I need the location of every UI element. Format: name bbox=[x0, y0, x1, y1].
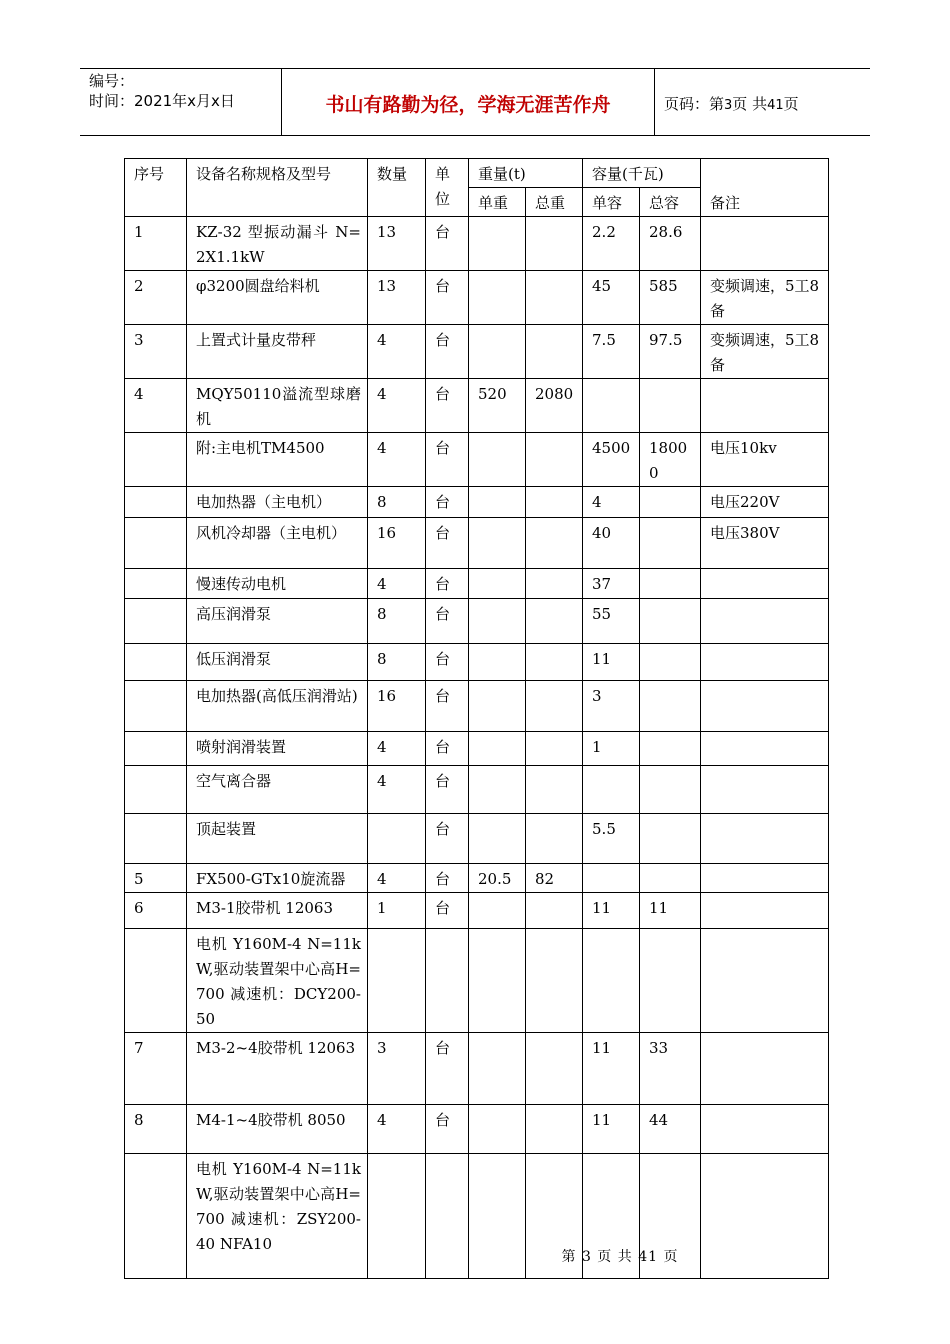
table-row bbox=[125, 732, 829, 766]
cell-seq: 2 bbox=[125, 271, 187, 325]
cell-total-weight bbox=[526, 569, 583, 599]
cell-total-capacity bbox=[640, 599, 701, 644]
cell-name: 慢速传动电机 bbox=[187, 569, 368, 599]
cell-total-capacity bbox=[640, 814, 701, 864]
cell-qty: 4 bbox=[368, 569, 426, 599]
cell-unit: 台 bbox=[426, 599, 469, 644]
cell-seq bbox=[125, 599, 187, 644]
cell-name: 电机 Y160M-4 N=11kW,驱动装置架中心高H=700 减速机：DCY200-50 bbox=[187, 929, 368, 1033]
table-row bbox=[125, 1033, 829, 1105]
page-footer: 第 3 页 共 41 页 bbox=[561, 1249, 679, 1265]
cell-seq bbox=[125, 433, 187, 487]
table-row bbox=[125, 379, 829, 433]
cell-unit-weight bbox=[469, 766, 526, 814]
cell-unit: 台 bbox=[426, 814, 469, 864]
page-prefix: 页码：第 bbox=[664, 95, 725, 113]
cell-unit-capacity: 37 bbox=[583, 569, 640, 599]
header-page-indicator bbox=[664, 93, 799, 114]
cell-total-weight bbox=[526, 893, 583, 929]
table-row bbox=[125, 325, 829, 379]
header-remark: 备注 bbox=[701, 159, 829, 217]
cell-qty: 16 bbox=[368, 518, 426, 569]
cell-unit-capacity: 2.2 bbox=[583, 217, 640, 271]
cell-unit-capacity: 7.5 bbox=[583, 325, 640, 379]
cell-name: M3-1胶带机 12063 bbox=[187, 893, 368, 929]
cell-total-weight bbox=[526, 433, 583, 487]
cell-unit: 台 bbox=[426, 433, 469, 487]
table-row bbox=[125, 217, 829, 271]
cell-seq: 4 bbox=[125, 379, 187, 433]
cell-unit: 台 bbox=[426, 379, 469, 433]
table-row bbox=[125, 1105, 829, 1154]
cell-remark bbox=[701, 379, 829, 433]
cell-unit: 台 bbox=[426, 1105, 469, 1154]
cell-unit-capacity: 11 bbox=[583, 893, 640, 929]
cell-seq bbox=[125, 732, 187, 766]
cell-total-capacity: 28.6 bbox=[640, 217, 701, 271]
cell-remark: 变频调速，5工8备 bbox=[701, 271, 829, 325]
table-header bbox=[125, 159, 829, 217]
cell-unit-capacity bbox=[583, 929, 640, 1033]
page-number: 3 bbox=[724, 98, 733, 113]
cell-unit: 台 bbox=[426, 644, 469, 681]
cell-remark bbox=[701, 814, 829, 864]
cell-total-weight bbox=[526, 732, 583, 766]
cell-total-capacity bbox=[640, 732, 701, 766]
table-row bbox=[125, 644, 829, 681]
cell-seq: 7 bbox=[125, 1033, 187, 1105]
cell-qty: 4 bbox=[368, 864, 426, 893]
cell-name: KZ-32 型振动漏斗 N=2X1.1kW bbox=[187, 217, 368, 271]
cell-seq: 6 bbox=[125, 893, 187, 929]
cell-unit-weight: 20.5 bbox=[469, 864, 526, 893]
cell-seq: 3 bbox=[125, 325, 187, 379]
cell-unit-weight bbox=[469, 325, 526, 379]
cell-unit: 台 bbox=[426, 732, 469, 766]
cell-total-weight bbox=[526, 271, 583, 325]
cell-seq bbox=[125, 569, 187, 599]
header-unit: 单位 bbox=[426, 159, 469, 217]
cell-remark bbox=[701, 569, 829, 599]
serial-label: 编号： bbox=[89, 72, 135, 90]
cell-total-capacity bbox=[640, 766, 701, 814]
cell-name: 空气离合器 bbox=[187, 766, 368, 814]
header-bottom-rule bbox=[80, 135, 870, 136]
cell-total-weight bbox=[526, 929, 583, 1033]
cell-remark bbox=[701, 766, 829, 814]
cell-name: 喷射润滑装置 bbox=[187, 732, 368, 766]
cell-unit-capacity bbox=[583, 379, 640, 433]
table-row bbox=[125, 518, 829, 569]
cell-seq bbox=[125, 681, 187, 732]
cell-total-capacity bbox=[640, 569, 701, 599]
header-seq: 序号 bbox=[125, 159, 187, 217]
header-divider-right bbox=[654, 68, 655, 136]
cell-total-capacity bbox=[640, 864, 701, 893]
table-row bbox=[125, 929, 829, 1033]
cell-total-weight bbox=[526, 599, 583, 644]
cell-name: M4-1~4胶带机 8050 bbox=[187, 1105, 368, 1154]
cell-name: 电加热器（主电机） bbox=[187, 487, 368, 518]
cell-qty bbox=[368, 814, 426, 864]
cell-unit: 台 bbox=[426, 487, 469, 518]
cell-remark bbox=[701, 1033, 829, 1105]
page-mid: 页 共 bbox=[732, 95, 768, 113]
table-row bbox=[125, 487, 829, 518]
cell-unit-weight bbox=[469, 433, 526, 487]
cell-total-weight bbox=[526, 766, 583, 814]
time-label: 时间：2021年x月x日 bbox=[89, 92, 235, 110]
cell-remark bbox=[701, 929, 829, 1033]
header-weight: 重量(t) bbox=[469, 159, 583, 188]
cell-remark bbox=[701, 681, 829, 732]
header-name: 设备名称规格及型号 bbox=[187, 159, 368, 217]
cell-remark bbox=[701, 644, 829, 681]
cell-total-weight bbox=[526, 1105, 583, 1154]
table-row bbox=[125, 893, 829, 929]
table-row bbox=[125, 681, 829, 732]
cell-qty: 4 bbox=[368, 433, 426, 487]
cell-name: 电机 Y160M-4 N=11kW,驱动装置架中心高H=700 减速机：ZSY200-40 NFA10 bbox=[187, 1154, 368, 1279]
cell-name: 顶起装置 bbox=[187, 814, 368, 864]
cell-unit: 台 bbox=[426, 766, 469, 814]
cell-qty: 4 bbox=[368, 325, 426, 379]
cell-qty: 13 bbox=[368, 271, 426, 325]
cell-remark bbox=[701, 217, 829, 271]
cell-qty: 3 bbox=[368, 1033, 426, 1105]
cell-unit-weight bbox=[469, 644, 526, 681]
cell-seq: 5 bbox=[125, 864, 187, 893]
table-row bbox=[125, 569, 829, 599]
table-row bbox=[125, 599, 829, 644]
cell-unit-weight bbox=[469, 1105, 526, 1154]
cell-total-capacity bbox=[640, 681, 701, 732]
cell-qty: 8 bbox=[368, 599, 426, 644]
cell-name: 低压润滑泵 bbox=[187, 644, 368, 681]
cell-total-weight bbox=[526, 217, 583, 271]
header-capacity: 容量(千瓦) bbox=[583, 159, 701, 188]
cell-unit-weight bbox=[469, 569, 526, 599]
table-row bbox=[125, 814, 829, 864]
cell-total-weight bbox=[526, 814, 583, 864]
cell-remark bbox=[701, 864, 829, 893]
cell-qty: 16 bbox=[368, 681, 426, 732]
cell-unit-capacity: 5.5 bbox=[583, 814, 640, 864]
cell-name: 高压润滑泵 bbox=[187, 599, 368, 644]
cell-remark: 电压220V bbox=[701, 487, 829, 518]
header-unit-capacity: 单容 bbox=[583, 188, 640, 217]
cell-unit-weight bbox=[469, 893, 526, 929]
cell-seq bbox=[125, 766, 187, 814]
table-row bbox=[125, 766, 829, 814]
cell-unit-weight bbox=[469, 929, 526, 1033]
cell-unit-capacity: 11 bbox=[583, 644, 640, 681]
cell-unit: 台 bbox=[426, 1033, 469, 1105]
cell-unit-capacity bbox=[583, 766, 640, 814]
cell-name: 风机冷却器（主电机） bbox=[187, 518, 368, 569]
cell-remark bbox=[701, 1105, 829, 1154]
cell-seq: 1 bbox=[125, 217, 187, 271]
cell-name: FX500-GTx10旋流器 bbox=[187, 864, 368, 893]
cell-unit-weight bbox=[469, 217, 526, 271]
cell-seq: 8 bbox=[125, 1105, 187, 1154]
cell-remark bbox=[701, 732, 829, 766]
table-body bbox=[125, 217, 829, 1279]
cell-total-weight bbox=[526, 487, 583, 518]
cell-total-capacity: 44 bbox=[640, 1105, 701, 1154]
cell-total-capacity: 33 bbox=[640, 1033, 701, 1105]
cell-unit-capacity: 11 bbox=[583, 1033, 640, 1105]
cell-unit: 台 bbox=[426, 271, 469, 325]
cell-unit-weight bbox=[469, 732, 526, 766]
cell-unit-weight bbox=[469, 271, 526, 325]
cell-remark bbox=[701, 893, 829, 929]
cell-unit-weight bbox=[469, 518, 526, 569]
cell-seq bbox=[125, 518, 187, 569]
cell-seq bbox=[125, 929, 187, 1033]
cell-unit-weight bbox=[469, 681, 526, 732]
cell-name: φ3200圆盘给料机 bbox=[187, 271, 368, 325]
header-unit-weight: 单重 bbox=[469, 188, 526, 217]
cell-remark bbox=[701, 599, 829, 644]
cell-unit-weight bbox=[469, 814, 526, 864]
cell-total-weight bbox=[526, 325, 583, 379]
cell-unit: 台 bbox=[426, 681, 469, 732]
cell-qty: 4 bbox=[368, 732, 426, 766]
equipment-table bbox=[124, 158, 829, 1279]
cell-total-weight: 82 bbox=[526, 864, 583, 893]
header-total-capacity: 总容 bbox=[640, 188, 701, 217]
header-total-weight: 总重 bbox=[526, 188, 583, 217]
table-row bbox=[125, 864, 829, 893]
cell-qty: 8 bbox=[368, 644, 426, 681]
cell-remark: 电压380V bbox=[701, 518, 829, 569]
cell-unit-capacity: 11 bbox=[583, 1105, 640, 1154]
cell-total-capacity bbox=[640, 929, 701, 1033]
cell-unit-weight bbox=[469, 487, 526, 518]
cell-unit-weight: 520 bbox=[469, 379, 526, 433]
cell-seq bbox=[125, 814, 187, 864]
cell-qty: 8 bbox=[368, 487, 426, 518]
cell-qty: 4 bbox=[368, 766, 426, 814]
header-top-rule bbox=[80, 68, 870, 69]
cell-total-capacity: 97.5 bbox=[640, 325, 701, 379]
cell-unit-capacity: 1 bbox=[583, 732, 640, 766]
header-meta bbox=[89, 71, 235, 111]
cell-unit-capacity: 4 bbox=[583, 487, 640, 518]
cell-unit: 台 bbox=[426, 325, 469, 379]
cell-unit-weight bbox=[469, 1033, 526, 1105]
cell-qty: 13 bbox=[368, 217, 426, 271]
cell-unit-capacity: 4500 bbox=[583, 433, 640, 487]
cell-qty: 4 bbox=[368, 379, 426, 433]
cell-total-capacity bbox=[640, 518, 701, 569]
cell-total-capacity: 18000 bbox=[640, 433, 701, 487]
cell-unit: 台 bbox=[426, 217, 469, 271]
cell-seq bbox=[125, 644, 187, 681]
cell-total-weight bbox=[526, 644, 583, 681]
cell-qty bbox=[368, 929, 426, 1033]
cell-unit: 台 bbox=[426, 569, 469, 599]
cell-name: 电加热器(高低压润滑站) bbox=[187, 681, 368, 732]
cell-unit: 台 bbox=[426, 864, 469, 893]
cell-qty: 4 bbox=[368, 1105, 426, 1154]
cell-total-capacity bbox=[640, 644, 701, 681]
cell-total-weight bbox=[526, 518, 583, 569]
cell-unit-capacity: 45 bbox=[583, 271, 640, 325]
cell-unit bbox=[426, 929, 469, 1033]
header-qty: 数量 bbox=[368, 159, 426, 217]
cell-unit-capacity: 40 bbox=[583, 518, 640, 569]
cell-name: M3-2~4胶带机 12063 bbox=[187, 1033, 368, 1105]
cell-unit-weight bbox=[469, 599, 526, 644]
cell-unit-capacity: 3 bbox=[583, 681, 640, 732]
cell-name: MQY50110溢流型球磨机 bbox=[187, 379, 368, 433]
cell-total-capacity: 585 bbox=[640, 271, 701, 325]
cell-qty: 1 bbox=[368, 893, 426, 929]
cell-total-capacity: 11 bbox=[640, 893, 701, 929]
cell-remark: 变频调速，5工8备 bbox=[701, 325, 829, 379]
cell-unit-capacity: 55 bbox=[583, 599, 640, 644]
page-suffix: 页 bbox=[783, 95, 799, 113]
cell-unit: 台 bbox=[426, 893, 469, 929]
cell-unit: 台 bbox=[426, 518, 469, 569]
cell-unit-capacity bbox=[583, 864, 640, 893]
cell-remark: 电压10kv bbox=[701, 433, 829, 487]
cell-total-weight bbox=[526, 681, 583, 732]
cell-total-capacity bbox=[640, 379, 701, 433]
cell-total-capacity bbox=[640, 487, 701, 518]
table-row bbox=[125, 271, 829, 325]
page-total: 41 bbox=[767, 98, 784, 113]
cell-name: 附:主电机TM4500 bbox=[187, 433, 368, 487]
cell-name: 上置式计量皮带秤 bbox=[187, 325, 368, 379]
cell-seq bbox=[125, 487, 187, 518]
table-row bbox=[125, 433, 829, 487]
cell-total-weight: 2080 bbox=[526, 379, 583, 433]
cell-total-weight bbox=[526, 1033, 583, 1105]
header-motto: 书山有路勤为径，学海无涯苦作舟 bbox=[325, 94, 611, 116]
